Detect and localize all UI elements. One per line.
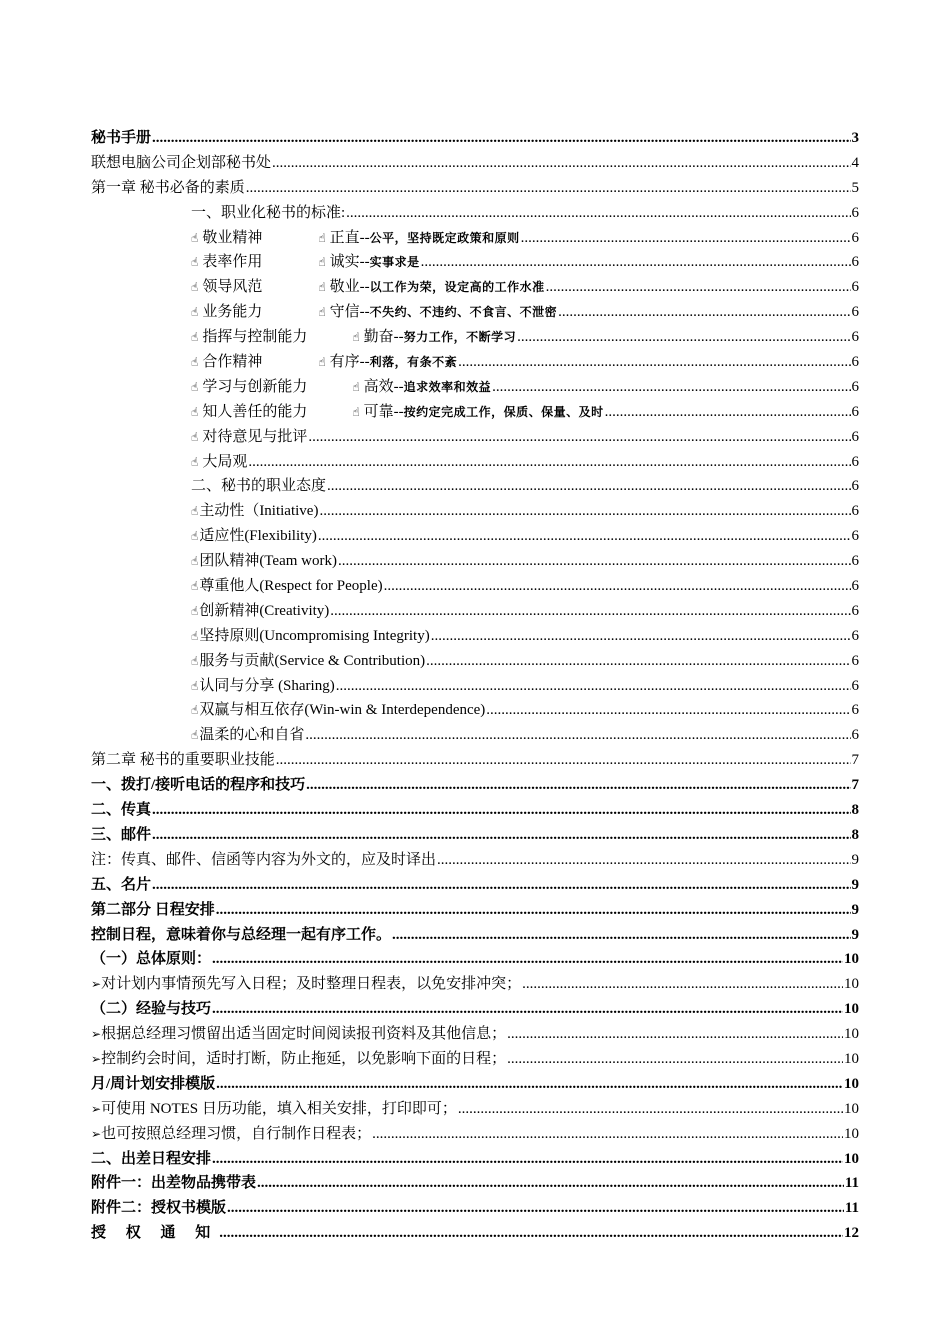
toc-entry[interactable] xyxy=(91,474,859,499)
arrow-bullet-icon: ➢ xyxy=(91,977,102,992)
toc-entry-left: 敬业精神 xyxy=(202,229,263,246)
toc-page-number: 6 xyxy=(851,428,859,445)
toc-entry-right-note: 追求效率和效益 xyxy=(403,379,492,394)
dot-leader xyxy=(507,1022,843,1047)
toc-entry-text xyxy=(91,1122,371,1147)
dot-leader xyxy=(212,947,843,972)
toc-entry[interactable] xyxy=(91,798,859,823)
toc-entry[interactable] xyxy=(91,250,859,275)
toc-entry-left: 指挥与控制能力 xyxy=(202,329,308,346)
pointing-hand-icon: ☝ xyxy=(318,355,326,370)
toc-entry-label: 温柔的心和自省 xyxy=(199,727,305,744)
toc-entry-label: 附件二：授权书模版 xyxy=(91,1200,227,1217)
toc-entry[interactable] xyxy=(91,1122,859,1147)
toc-entry-label: 控制约会时间，适时打断，防止拖延，以免影响下面的日程； xyxy=(101,1050,507,1067)
dot-leader xyxy=(319,499,850,524)
toc-page-number: 6 xyxy=(851,503,859,520)
toc-entry[interactable] xyxy=(91,275,859,300)
toc-entry[interactable] xyxy=(91,848,859,873)
toc-entry-text xyxy=(91,923,391,948)
dot-leader xyxy=(306,773,850,798)
toc-entry-right-note: 不失约、不违约、不食言、不泄密 xyxy=(369,305,558,320)
toc-entry[interactable] xyxy=(91,823,859,848)
toc-entry-label: 秘书手册 xyxy=(91,130,152,146)
toc-entry-text xyxy=(191,425,307,450)
toc-entry[interactable] xyxy=(91,1072,859,1097)
toc-entry-label: 二、秘书的职业态度 xyxy=(191,478,327,495)
toc-page-number: 10 xyxy=(844,951,859,968)
toc-entry-text xyxy=(191,226,520,251)
pointing-hand-icon: ☝ xyxy=(318,305,326,320)
pointing-hand-icon: ☝ xyxy=(191,579,199,594)
toc-entry-label: 也可按照总经理习惯，自行制作日程表； xyxy=(101,1125,372,1142)
pointing-hand-icon: ☝ xyxy=(191,429,199,444)
toc-entry[interactable] xyxy=(91,1171,859,1196)
toc-entry-label: 第一章 秘书必备的素质 xyxy=(91,179,245,196)
pointing-hand-icon: ☝ xyxy=(191,554,199,569)
toc-entry[interactable] xyxy=(91,151,859,176)
toc-entry-left: 大局观 xyxy=(202,453,248,470)
toc-entry-text xyxy=(191,450,247,475)
toc-entry-text xyxy=(191,474,326,499)
toc-entry-text xyxy=(91,823,151,848)
toc-entry-text xyxy=(191,250,420,275)
toc-page-number: 6 xyxy=(851,354,859,371)
dot-leader xyxy=(212,1147,843,1172)
toc-page-number: 10 xyxy=(844,1075,859,1092)
toc-entry-text xyxy=(191,499,318,524)
pointing-hand-icon: ☝ xyxy=(191,330,199,345)
toc-page-number: 6 xyxy=(851,453,859,470)
toc-entry-label: 五、名片 xyxy=(91,876,152,893)
pointing-hand-icon: ☝ xyxy=(191,728,199,743)
toc-entry-left: 知人善任的能力 xyxy=(202,403,308,420)
toc-entry-label: 二、出差日程安排 xyxy=(91,1150,212,1167)
toc-entry-label: 团队精神(Team work) xyxy=(199,553,337,570)
dot-leader xyxy=(338,549,851,574)
toc-entry-text xyxy=(91,947,211,972)
toc-page-number: 8 xyxy=(851,826,859,843)
toc-entry-label: 第二部分 日程安排 xyxy=(91,901,215,918)
toc-entry-label: 授 权 通 知 xyxy=(91,1225,219,1242)
toc-page-number: 3 xyxy=(851,130,859,146)
toc-entry-right-main: 诚实-- xyxy=(329,254,370,271)
toc-entry-text xyxy=(91,972,521,997)
toc-page-number: 10 xyxy=(844,1125,859,1142)
dot-leader xyxy=(431,624,851,649)
toc-page-number: 6 xyxy=(851,279,859,296)
toc-entry-right-main: 敬业-- xyxy=(329,279,370,296)
toc-entry[interactable] xyxy=(91,226,859,251)
pointing-hand-icon: ☝ xyxy=(191,628,199,643)
pointing-hand-icon: ☝ xyxy=(352,404,360,419)
toc-page-number: 6 xyxy=(851,378,859,395)
toc-entry[interactable] xyxy=(91,873,859,898)
dot-leader xyxy=(152,823,850,848)
dot-leader xyxy=(308,425,850,450)
toc-page-number: 10 xyxy=(844,976,859,993)
toc-entry[interactable] xyxy=(91,325,859,350)
toc-page-number: 6 xyxy=(851,528,859,545)
dot-leader xyxy=(458,350,850,375)
toc-entry[interactable] xyxy=(91,674,859,699)
dot-leader xyxy=(219,1221,843,1246)
toc-page-number: 4 xyxy=(851,154,859,171)
toc-entry-right-main: 勤奋-- xyxy=(363,329,404,346)
toc-page-number: 11 xyxy=(844,1200,859,1217)
toc-entry[interactable] xyxy=(91,300,859,325)
toc-page-number: 10 xyxy=(844,1100,859,1117)
toc-entry[interactable] xyxy=(91,1196,859,1221)
dot-leader xyxy=(426,649,850,674)
toc-entry[interactable] xyxy=(91,350,859,375)
pointing-hand-icon: ☝ xyxy=(191,603,199,618)
pointing-hand-icon: ☝ xyxy=(191,504,199,519)
dot-leader xyxy=(492,375,850,400)
toc-entry-label: 二、传真 xyxy=(91,802,152,819)
toc-entry[interactable] xyxy=(91,599,859,624)
toc-page-number: 5 xyxy=(851,179,859,196)
dot-leader xyxy=(458,1097,843,1122)
dot-leader xyxy=(346,201,850,226)
toc-entry-text xyxy=(191,574,383,599)
toc-page-number: 6 xyxy=(851,702,859,719)
toc-entry-label: 认同与分享 (Sharing) xyxy=(199,677,335,694)
toc-entry-right-note: 按约定完成工作，保质、保量、及时 xyxy=(403,404,604,419)
pointing-hand-icon: ☝ xyxy=(352,379,360,394)
toc-entry-text xyxy=(191,649,425,674)
toc-entry[interactable] xyxy=(91,624,859,649)
toc-entry-label: 服务与贡献(Service & Contribution) xyxy=(199,652,426,669)
toc-entry-text xyxy=(191,375,491,400)
toc-entry-text xyxy=(191,698,485,723)
pointing-hand-icon: ☝ xyxy=(191,379,199,394)
toc-page-number: 6 xyxy=(851,204,859,221)
toc-entry-text xyxy=(91,748,275,773)
toc-entry-label: 可使用 NOTES 日历功能，填入相关安排，打印即可； xyxy=(101,1100,457,1117)
toc-page-number: 7 xyxy=(851,777,859,794)
toc-entry-left: 学习与创新能力 xyxy=(202,378,308,395)
toc-entry[interactable] xyxy=(91,748,859,773)
toc-entry-text xyxy=(191,674,335,699)
dot-leader xyxy=(517,325,850,350)
dot-leader xyxy=(336,674,851,699)
toc-entry-right-main: 可靠-- xyxy=(363,403,404,420)
dot-leader xyxy=(372,1122,843,1147)
toc-entry-label: 控制日程，意味着你与总经理一起有序工作。 xyxy=(91,926,392,943)
toc-page-number: 10 xyxy=(844,1026,859,1043)
toc-entry-text xyxy=(91,997,211,1022)
toc-page-number: 12 xyxy=(844,1225,859,1242)
dot-leader xyxy=(212,997,843,1022)
pointing-hand-icon: ☝ xyxy=(318,230,326,245)
toc-page-number: 6 xyxy=(851,229,859,246)
toc-entry-right-note: 实事求是 xyxy=(369,255,420,270)
toc-entry[interactable] xyxy=(91,176,859,201)
toc-entry-label: 一、职业化秘书的标准: xyxy=(191,204,346,221)
pointing-hand-icon: ☝ xyxy=(191,305,199,320)
toc-page-number: 6 xyxy=(851,652,859,669)
toc-entry-right-main: 守信-- xyxy=(329,304,370,321)
toc-entry[interactable] xyxy=(91,499,859,524)
toc-entry-text xyxy=(91,873,151,898)
dot-leader xyxy=(246,176,851,201)
toc-entry-text xyxy=(91,126,151,151)
dot-leader xyxy=(276,748,851,773)
dot-leader xyxy=(384,574,851,599)
toc-entry-text xyxy=(91,1147,211,1172)
dot-leader xyxy=(152,873,850,898)
toc-page-number: 6 xyxy=(851,677,859,694)
dot-leader xyxy=(522,972,843,997)
toc-entry-text xyxy=(191,275,545,300)
toc-entry[interactable] xyxy=(91,898,859,923)
toc-entry[interactable] xyxy=(91,698,859,723)
toc-page-number: 9 xyxy=(851,876,859,893)
toc-entry-right-note: 以工作为荣，设定高的工作水准 xyxy=(369,280,545,295)
toc-entry-text xyxy=(91,1047,506,1072)
toc-entry-text xyxy=(191,624,430,649)
toc-entry[interactable] xyxy=(91,425,859,450)
toc-entry[interactable] xyxy=(91,1221,859,1246)
pointing-hand-icon: ☝ xyxy=(191,280,199,295)
toc-entry-right-note: 利落，有条不紊 xyxy=(369,355,458,370)
toc-page-number: 10 xyxy=(844,1001,859,1018)
pointing-hand-icon: ☝ xyxy=(191,230,199,245)
toc-entry-label: 适应性(Flexibility) xyxy=(199,528,317,545)
dot-leader xyxy=(558,300,850,325)
toc-entry[interactable] xyxy=(91,574,859,599)
toc-entry[interactable] xyxy=(91,1147,859,1172)
dot-leader xyxy=(216,1072,843,1097)
toc-entry-left: 合作精神 xyxy=(202,354,263,371)
toc-entry[interactable] xyxy=(91,549,859,574)
dot-leader xyxy=(327,474,850,499)
toc-entry[interactable] xyxy=(91,1022,859,1047)
toc-page-number: 6 xyxy=(851,602,859,619)
toc-page-number: 6 xyxy=(851,329,859,346)
toc-entry-label: （一）总体原则： xyxy=(91,951,212,968)
dot-leader xyxy=(152,126,850,151)
dot-leader xyxy=(248,450,850,475)
toc-page-number: 6 xyxy=(851,403,859,420)
dot-leader xyxy=(521,226,851,251)
toc-page-number: 6 xyxy=(851,478,859,495)
toc-entry-label: 注：传真、邮件、信函等内容为外文的，应及时译出 xyxy=(91,851,437,868)
toc-entry-text xyxy=(191,300,557,325)
toc-entry-right-note: 公平，坚持既定政策和原则 xyxy=(369,230,520,245)
toc-entry-text xyxy=(91,176,245,201)
toc-entry[interactable] xyxy=(91,450,859,475)
toc-entry[interactable] xyxy=(91,1047,859,1072)
toc-entry[interactable] xyxy=(91,947,859,972)
toc-entry-left: 对待意见与批评 xyxy=(202,428,308,445)
toc-page-number: 9 xyxy=(851,926,859,943)
pointing-hand-icon: ☝ xyxy=(318,255,326,270)
toc-entry-text xyxy=(91,1221,218,1246)
dot-leader xyxy=(486,698,850,723)
toc-entry-text xyxy=(191,599,329,624)
pointing-hand-icon: ☝ xyxy=(318,280,326,295)
toc-entry-label: 创新精神(Creativity) xyxy=(199,602,330,619)
toc-entry-right-note: 努力工作，不断学习 xyxy=(403,330,517,345)
toc-entry-text xyxy=(91,1196,226,1221)
toc-entry-text xyxy=(91,898,215,923)
pointing-hand-icon: ☝ xyxy=(352,330,360,345)
toc-entry-label: 第二章 秘书的重要职业技能 xyxy=(91,752,275,769)
dot-leader xyxy=(546,275,851,300)
toc-entry[interactable] xyxy=(91,923,859,948)
toc-entry-text xyxy=(91,773,305,798)
arrow-bullet-icon: ➢ xyxy=(91,1051,102,1066)
toc-page-number: 10 xyxy=(844,1050,859,1067)
toc-entry[interactable] xyxy=(91,649,859,674)
toc-entry-text xyxy=(191,549,337,574)
dot-leader xyxy=(605,400,851,425)
dot-leader xyxy=(152,798,850,823)
toc-entry-right-main: 高效-- xyxy=(363,378,404,395)
toc-entry-text xyxy=(91,1072,215,1097)
pointing-hand-icon: ☝ xyxy=(191,454,199,469)
toc-page-number: 11 xyxy=(844,1175,859,1192)
toc-entry-text xyxy=(191,350,457,375)
toc-entry-label: 对计划内事情预先写入日程；及时整理日程表，以免安排冲突； xyxy=(101,976,522,993)
pointing-hand-icon: ☝ xyxy=(191,404,199,419)
arrow-bullet-icon: ➢ xyxy=(91,1027,102,1042)
dot-leader xyxy=(437,848,850,873)
toc-entry-text xyxy=(91,798,151,823)
toc-entry-label: 三、邮件 xyxy=(91,826,152,843)
pointing-hand-icon: ☝ xyxy=(191,678,199,693)
toc-entry[interactable] xyxy=(91,997,859,1022)
pointing-hand-icon: ☝ xyxy=(191,255,199,270)
arrow-bullet-icon: ➢ xyxy=(91,1126,102,1141)
toc-entry-label: 双赢与相互依存(Win-win & Interdependence) xyxy=(199,702,486,719)
toc-entry[interactable] xyxy=(91,375,859,400)
dot-leader xyxy=(216,898,851,923)
toc-entry[interactable] xyxy=(91,201,859,226)
toc-entry[interactable] xyxy=(91,126,859,151)
toc-page-number: 6 xyxy=(851,304,859,321)
dot-leader xyxy=(227,1196,844,1221)
toc-entry-label: 月/周计划安排模版 xyxy=(91,1075,216,1092)
toc-entry-right-main: 有序-- xyxy=(329,354,370,371)
dot-leader xyxy=(507,1047,843,1072)
toc-page-number: 6 xyxy=(851,627,859,644)
toc-entry-text xyxy=(191,723,304,748)
toc-entry-label: 联想电脑公司企划部秘书处 xyxy=(91,154,272,171)
dot-leader xyxy=(421,250,851,275)
toc-entry-text xyxy=(91,848,436,873)
toc-entry-label: 主动性（Initiative) xyxy=(199,503,319,520)
toc-entry-text xyxy=(191,325,516,350)
dot-leader xyxy=(330,599,850,624)
toc-page-number: 6 xyxy=(851,553,859,570)
toc-entry-text xyxy=(191,400,604,425)
toc-entry-label: 坚持原则(Uncompromising Integrity) xyxy=(199,627,430,644)
toc-entry-right-main: 正直-- xyxy=(329,229,370,246)
pointing-hand-icon: ☝ xyxy=(191,355,199,370)
toc-entry-label: 尊重他人(Respect for People) xyxy=(199,578,383,595)
toc-entry[interactable] xyxy=(91,1097,859,1122)
toc-entry-label: 附件一：出差物品携带表 xyxy=(91,1175,257,1192)
toc-entry[interactable] xyxy=(91,972,859,997)
toc-entry[interactable] xyxy=(91,723,859,748)
toc-page-number: 6 xyxy=(851,254,859,271)
toc-entry-text xyxy=(91,151,271,176)
dot-leader xyxy=(272,151,850,176)
toc-entry-left: 领导风范 xyxy=(202,279,263,296)
dot-leader xyxy=(257,1171,844,1196)
pointing-hand-icon: ☝ xyxy=(191,529,199,544)
toc-entry-text xyxy=(191,201,345,226)
toc-page-number: 10 xyxy=(844,1150,859,1167)
toc-entry-left: 业务能力 xyxy=(202,304,263,321)
table-of-contents xyxy=(91,126,859,1246)
pointing-hand-icon: ☝ xyxy=(191,653,199,668)
toc-entry-label: 一、拨打/接听电话的程序和技巧 xyxy=(91,777,306,794)
toc-entry-text xyxy=(191,524,317,549)
toc-page-number: 9 xyxy=(851,901,859,918)
toc-entry-text xyxy=(91,1171,256,1196)
toc-entry-left: 表率作用 xyxy=(202,254,263,271)
toc-page-number: 9 xyxy=(851,851,859,868)
arrow-bullet-icon: ➢ xyxy=(91,1101,102,1116)
toc-page-number: 6 xyxy=(851,727,859,744)
toc-page-number: 6 xyxy=(851,578,859,595)
toc-page-number: 7 xyxy=(851,752,859,769)
pointing-hand-icon: ☝ xyxy=(191,703,199,718)
toc-page-number: 8 xyxy=(851,802,859,819)
dot-leader xyxy=(392,923,850,948)
toc-entry-label: 根据总经理习惯留出适当固定时间阅读报刊资料及其他信息； xyxy=(101,1026,507,1043)
toc-entry[interactable] xyxy=(91,773,859,798)
dot-leader xyxy=(305,723,850,748)
toc-entry[interactable] xyxy=(91,400,859,425)
toc-entry-label: （二）经验与技巧 xyxy=(91,1001,212,1018)
toc-entry-text xyxy=(91,1022,506,1047)
dot-leader xyxy=(318,524,851,549)
toc-entry[interactable] xyxy=(91,524,859,549)
toc-entry-text xyxy=(91,1097,457,1122)
